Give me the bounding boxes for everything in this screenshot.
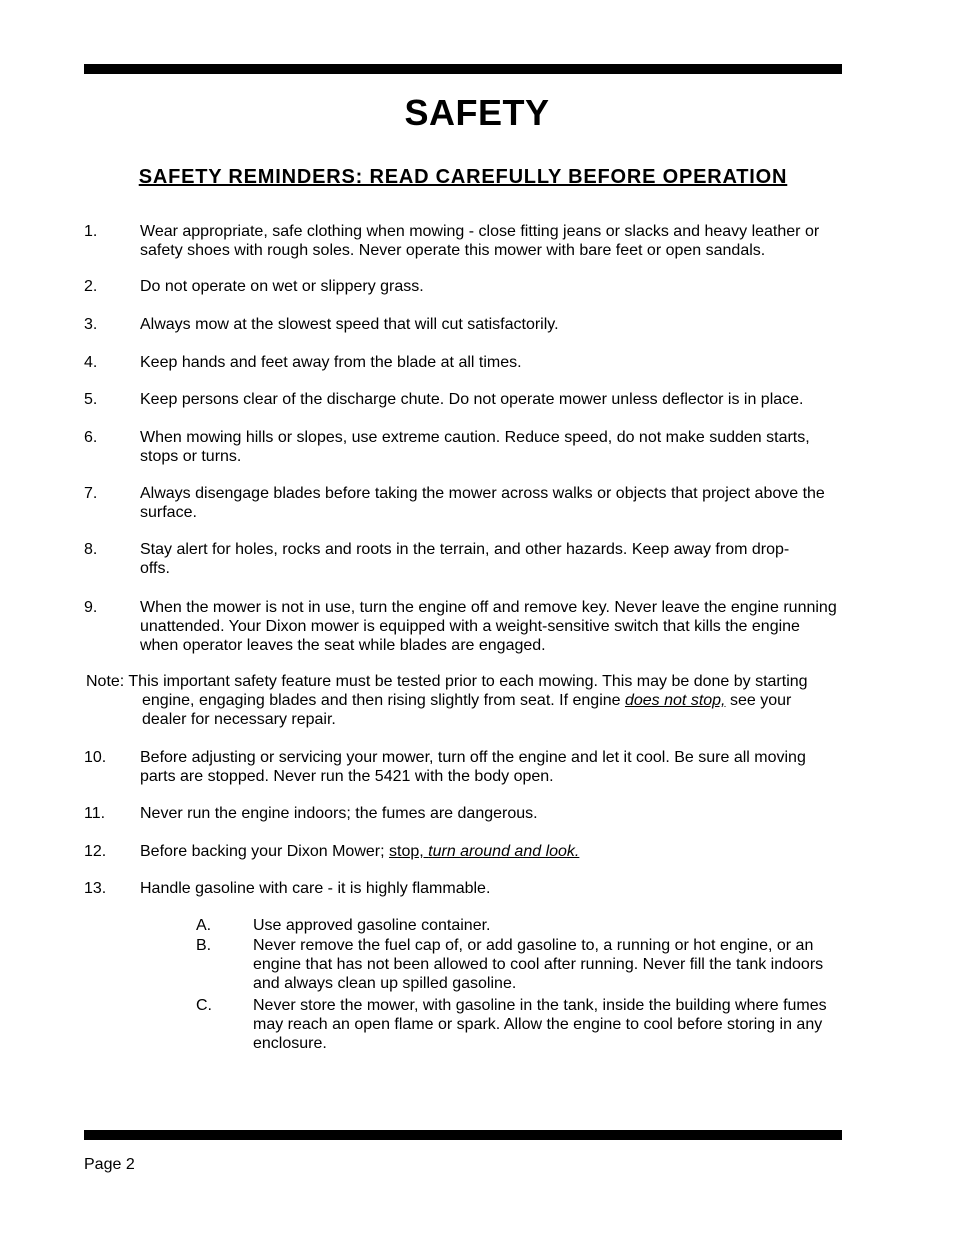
item-number: 10. bbox=[84, 749, 107, 766]
item-number: 13. bbox=[84, 880, 107, 897]
page-title: SAFETY bbox=[404, 92, 550, 133]
item-number: 5. bbox=[84, 391, 98, 408]
item-number: 3. bbox=[84, 316, 98, 333]
item-number: 7. bbox=[84, 485, 98, 502]
item-number: 2. bbox=[84, 278, 98, 295]
sub-item-text: Use approved gasoline container. bbox=[253, 917, 491, 934]
item-text: Handle gasoline with care - it is highly flammable. bbox=[140, 880, 491, 897]
note-line: dealer for necessary repair. bbox=[142, 711, 336, 728]
item-text: Wear appropriate, safe clothing when mowing - close fitting jeans or slacks and heavy leather or safety shoes with rough soles. Never operate this mower with bare feet or open sandals. bbox=[140, 223, 820, 259]
item-number: 4. bbox=[84, 354, 98, 371]
sub-item-text: Never remove the fuel cap of, or add gasoline to, a running or hot engine, or an engine that has not been allowed to cool after running. Never fill the tank indoors and always clean up spilled gasoline. bbox=[253, 937, 824, 992]
item-text: Before backing your Dixon Mower; stop, turn around and look. bbox=[140, 843, 580, 860]
safety-note bbox=[86, 672, 846, 729]
item-text: Never run the engine indoors; the fumes are dangerous. bbox=[140, 805, 538, 822]
turn-around-text: turn around and look. bbox=[428, 843, 580, 860]
sub-item-text: Never store the mower, with gasoline in the tank, inside the building where fumes may reach an open flame or spark. Allow the engine to cool before storing in any enclosure. bbox=[253, 997, 827, 1052]
section-subtitle: SAFETY REMINDERS: READ CAREFULLY BEFORE OPERATION bbox=[138, 166, 788, 188]
note-line: engine, engaging blades and then rising slightly from seat. If engine does not stop, see your bbox=[142, 692, 792, 709]
item-number: 6. bbox=[84, 429, 98, 446]
sub-item-letter: A. bbox=[196, 917, 212, 934]
bottom-rule bbox=[84, 1130, 842, 1140]
sub-item-letter: B. bbox=[196, 937, 212, 954]
item-number: 11. bbox=[84, 805, 106, 822]
item-number: 1. bbox=[84, 223, 98, 240]
top-rule bbox=[84, 64, 842, 74]
stop-text: stop, bbox=[389, 843, 429, 860]
item-number: 9. bbox=[84, 599, 98, 616]
item-text: Always mow at the slowest speed that will cut satisfactorily. bbox=[140, 316, 559, 333]
item-text: Before adjusting or servicing your mower, turn off the engine and let it cool. Be sure all moving parts are stopped. Never run the 5421 with the body open. bbox=[140, 749, 806, 785]
item-text: When mowing hills or slopes, use extreme caution. Reduce speed, do not make sudden starts, stops or turns. bbox=[140, 429, 810, 465]
note-line: Note: This important safety feature must be tested prior to each mowing. This may be done by starting bbox=[86, 673, 808, 690]
item-text: Stay alert for holes, rocks and roots in the terrain, and other hazards. Keep away from drop-offs. bbox=[140, 541, 790, 577]
item-text: Do not operate on wet or slippery grass. bbox=[140, 278, 424, 295]
item-text: Always disengage blades before taking the mower across walks or objects that project above the surface. bbox=[140, 485, 825, 521]
note-emphasis: does not stop, bbox=[624, 692, 726, 709]
item-number: 8. bbox=[84, 541, 98, 558]
item-text: Keep persons clear of the discharge chute. Do not operate mower unless deflector is in place. bbox=[140, 391, 804, 408]
sub-item-letter: C. bbox=[196, 997, 212, 1014]
item-text: When the mower is not in use, turn the engine off and remove key. Never leave the engine running unattended. Your Dixon mower is equipped with a weight-sensitive switch that kills the engine when operator leaves the seat while blades are engaged. bbox=[140, 599, 837, 654]
item-number: 12. bbox=[84, 843, 107, 860]
item-text: Keep hands and feet away from the blade at all times. bbox=[140, 354, 522, 371]
page-number: Page 2 bbox=[84, 1156, 135, 1173]
